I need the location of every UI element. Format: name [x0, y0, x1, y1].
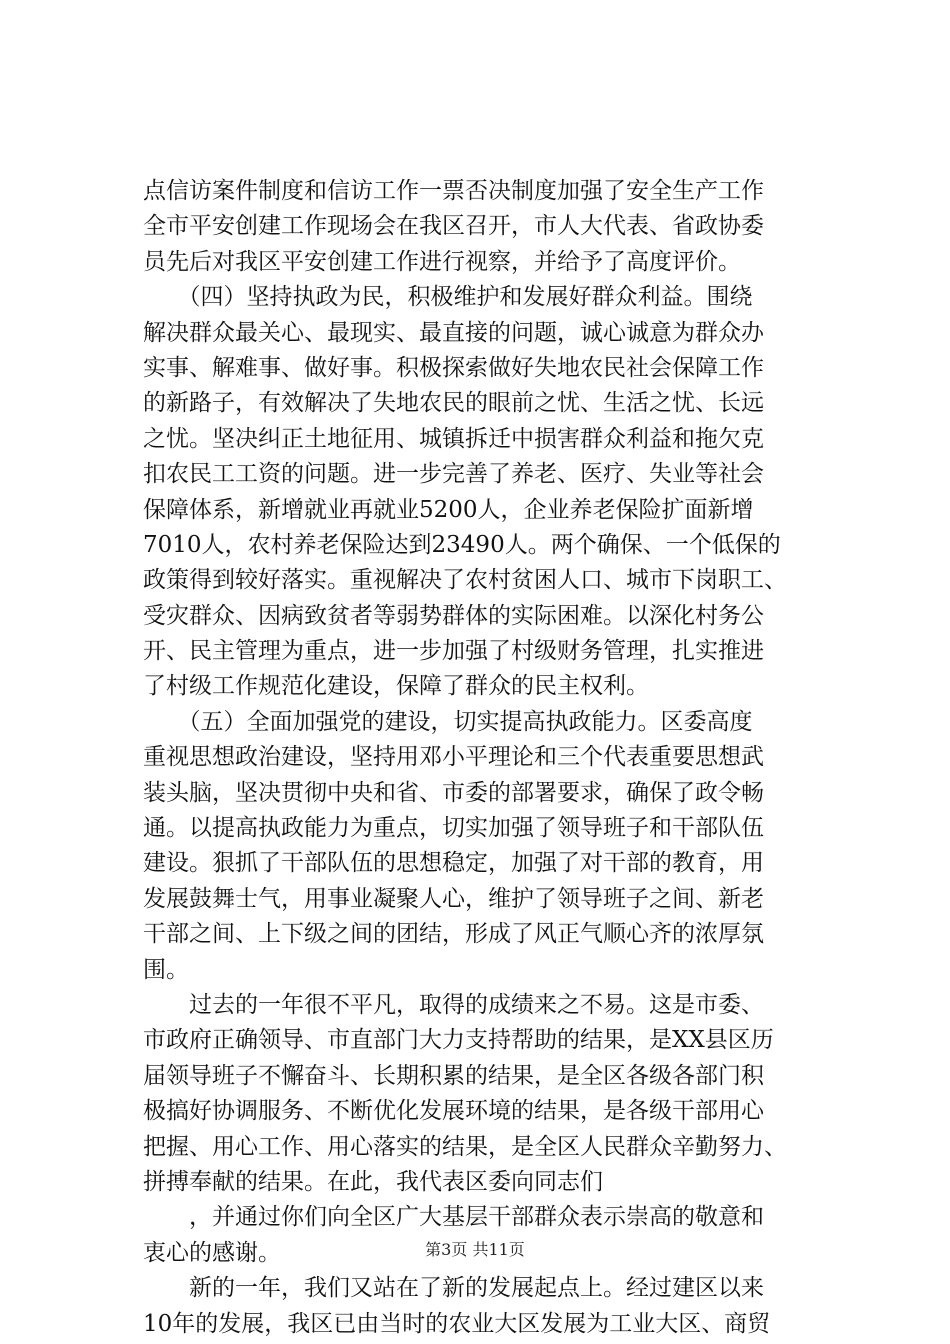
text-line: 新的一年，我们又站在了新的发展起点上。经过建区以来	[143, 1275, 764, 1302]
text-line: ，并通过你们向全区广大基层干部群众表示崇高的敬意和	[143, 1204, 764, 1231]
text-line: 扣农民工工资的问题。进一步完善了养老、医疗、失业等社会	[143, 461, 764, 488]
text-line: 受灾群众、因病致贫者等弱势群体的实际困难。以深化村务公	[143, 602, 764, 629]
body-text	[143, 174, 843, 1342]
text-line: 衷心的感谢。	[143, 1239, 281, 1266]
text-line: 拼搏奉献的结果。在此，我代表区委向同志们	[143, 1168, 603, 1195]
text-line: 围。	[143, 956, 189, 983]
text-line: 建设。狠抓了干部队伍的思想稳定，加强了对干部的教育，用	[143, 850, 764, 877]
text-line: 重视思想政治建设，坚持用邓小平理论和三个代表重要思想武	[143, 744, 764, 771]
text-line: 过去的一年很不平凡，取得的成绩来之不易。这是市委、	[143, 991, 764, 1018]
text-line: （四）坚持执政为民，积极维护和发展好群众利益。围绕	[143, 284, 753, 311]
text-line: 的新路子，有效解决了失地农民的眼前之忧、生活之忧、长远	[143, 390, 764, 417]
page-number-footer: 第3页 共11页	[425, 1240, 525, 1259]
text-line: 把握、用心工作、用心落实的结果，是全区人民群众辛勤努力、	[143, 1133, 787, 1160]
text-line: 保障体系，新增就业再就业5200人，企业养老保险扩面新增	[143, 496, 754, 523]
text-line: 解决群众最关心、最现实、最直接的问题，诚心诚意为群众办	[143, 319, 764, 346]
text-line: （五）全面加强党的建设，切实提高执政能力。区委高度	[143, 708, 753, 735]
text-line: 了村级工作规范化建设，保障了群众的民主权利。	[143, 673, 649, 700]
text-line: 届领导班子不懈奋斗、长期积累的结果，是全区各级各部门积	[143, 1062, 764, 1089]
text-line: 7010人，农村养老保险达到23490人。两个确保、一个低保的	[143, 531, 781, 558]
text-line: 之忧。坚决纠正土地征用、城镇拆迁中损害群众利益和拖欠克	[143, 425, 764, 452]
text-line: 通。以提高执政能力为重点，切实加强了领导班子和干部队伍	[143, 815, 764, 842]
text-line: 发展鼓舞士气，用事业凝聚人心，维护了领导班子之间、新老	[143, 885, 764, 912]
text-line: 装头脑，坚决贯彻中央和省、市委的部署要求，确保了政令畅	[143, 779, 764, 806]
text-line: 干部之间、上下级之间的团结，形成了风正气顺心齐的浓厚氛	[143, 921, 764, 948]
text-line: 员先后对我区平安创建工作进行视察，并给予了高度评价。	[143, 248, 741, 275]
text-line: 政策得到较好落实。重视解决了农村贫困人口、城市下岗职工、	[143, 567, 787, 594]
text-line: 全市平安创建工作现场会在我区召开，市人大代表、省政协委	[143, 213, 764, 240]
text-line: 实事、解难事、做好事。积极探索做好失地农民社会保障工作	[143, 354, 764, 381]
text-line: 10年的发展，我区已由当时的农业大区发展为工业大区、商贸	[143, 1310, 771, 1337]
text-line: 极搞好协调服务、不断优化发展环境的结果，是各级干部用心	[143, 1098, 764, 1125]
text-line: 市政府正确领导、市直部门大力支持帮助的结果，是XX县区历	[143, 1027, 774, 1054]
text-line: 开、民主管理为重点，进一步加强了村级财务管理，扎实推进	[143, 638, 764, 665]
text-line: 点信访案件制度和信访工作一票否决制度加强了安全生产工作	[143, 178, 764, 204]
